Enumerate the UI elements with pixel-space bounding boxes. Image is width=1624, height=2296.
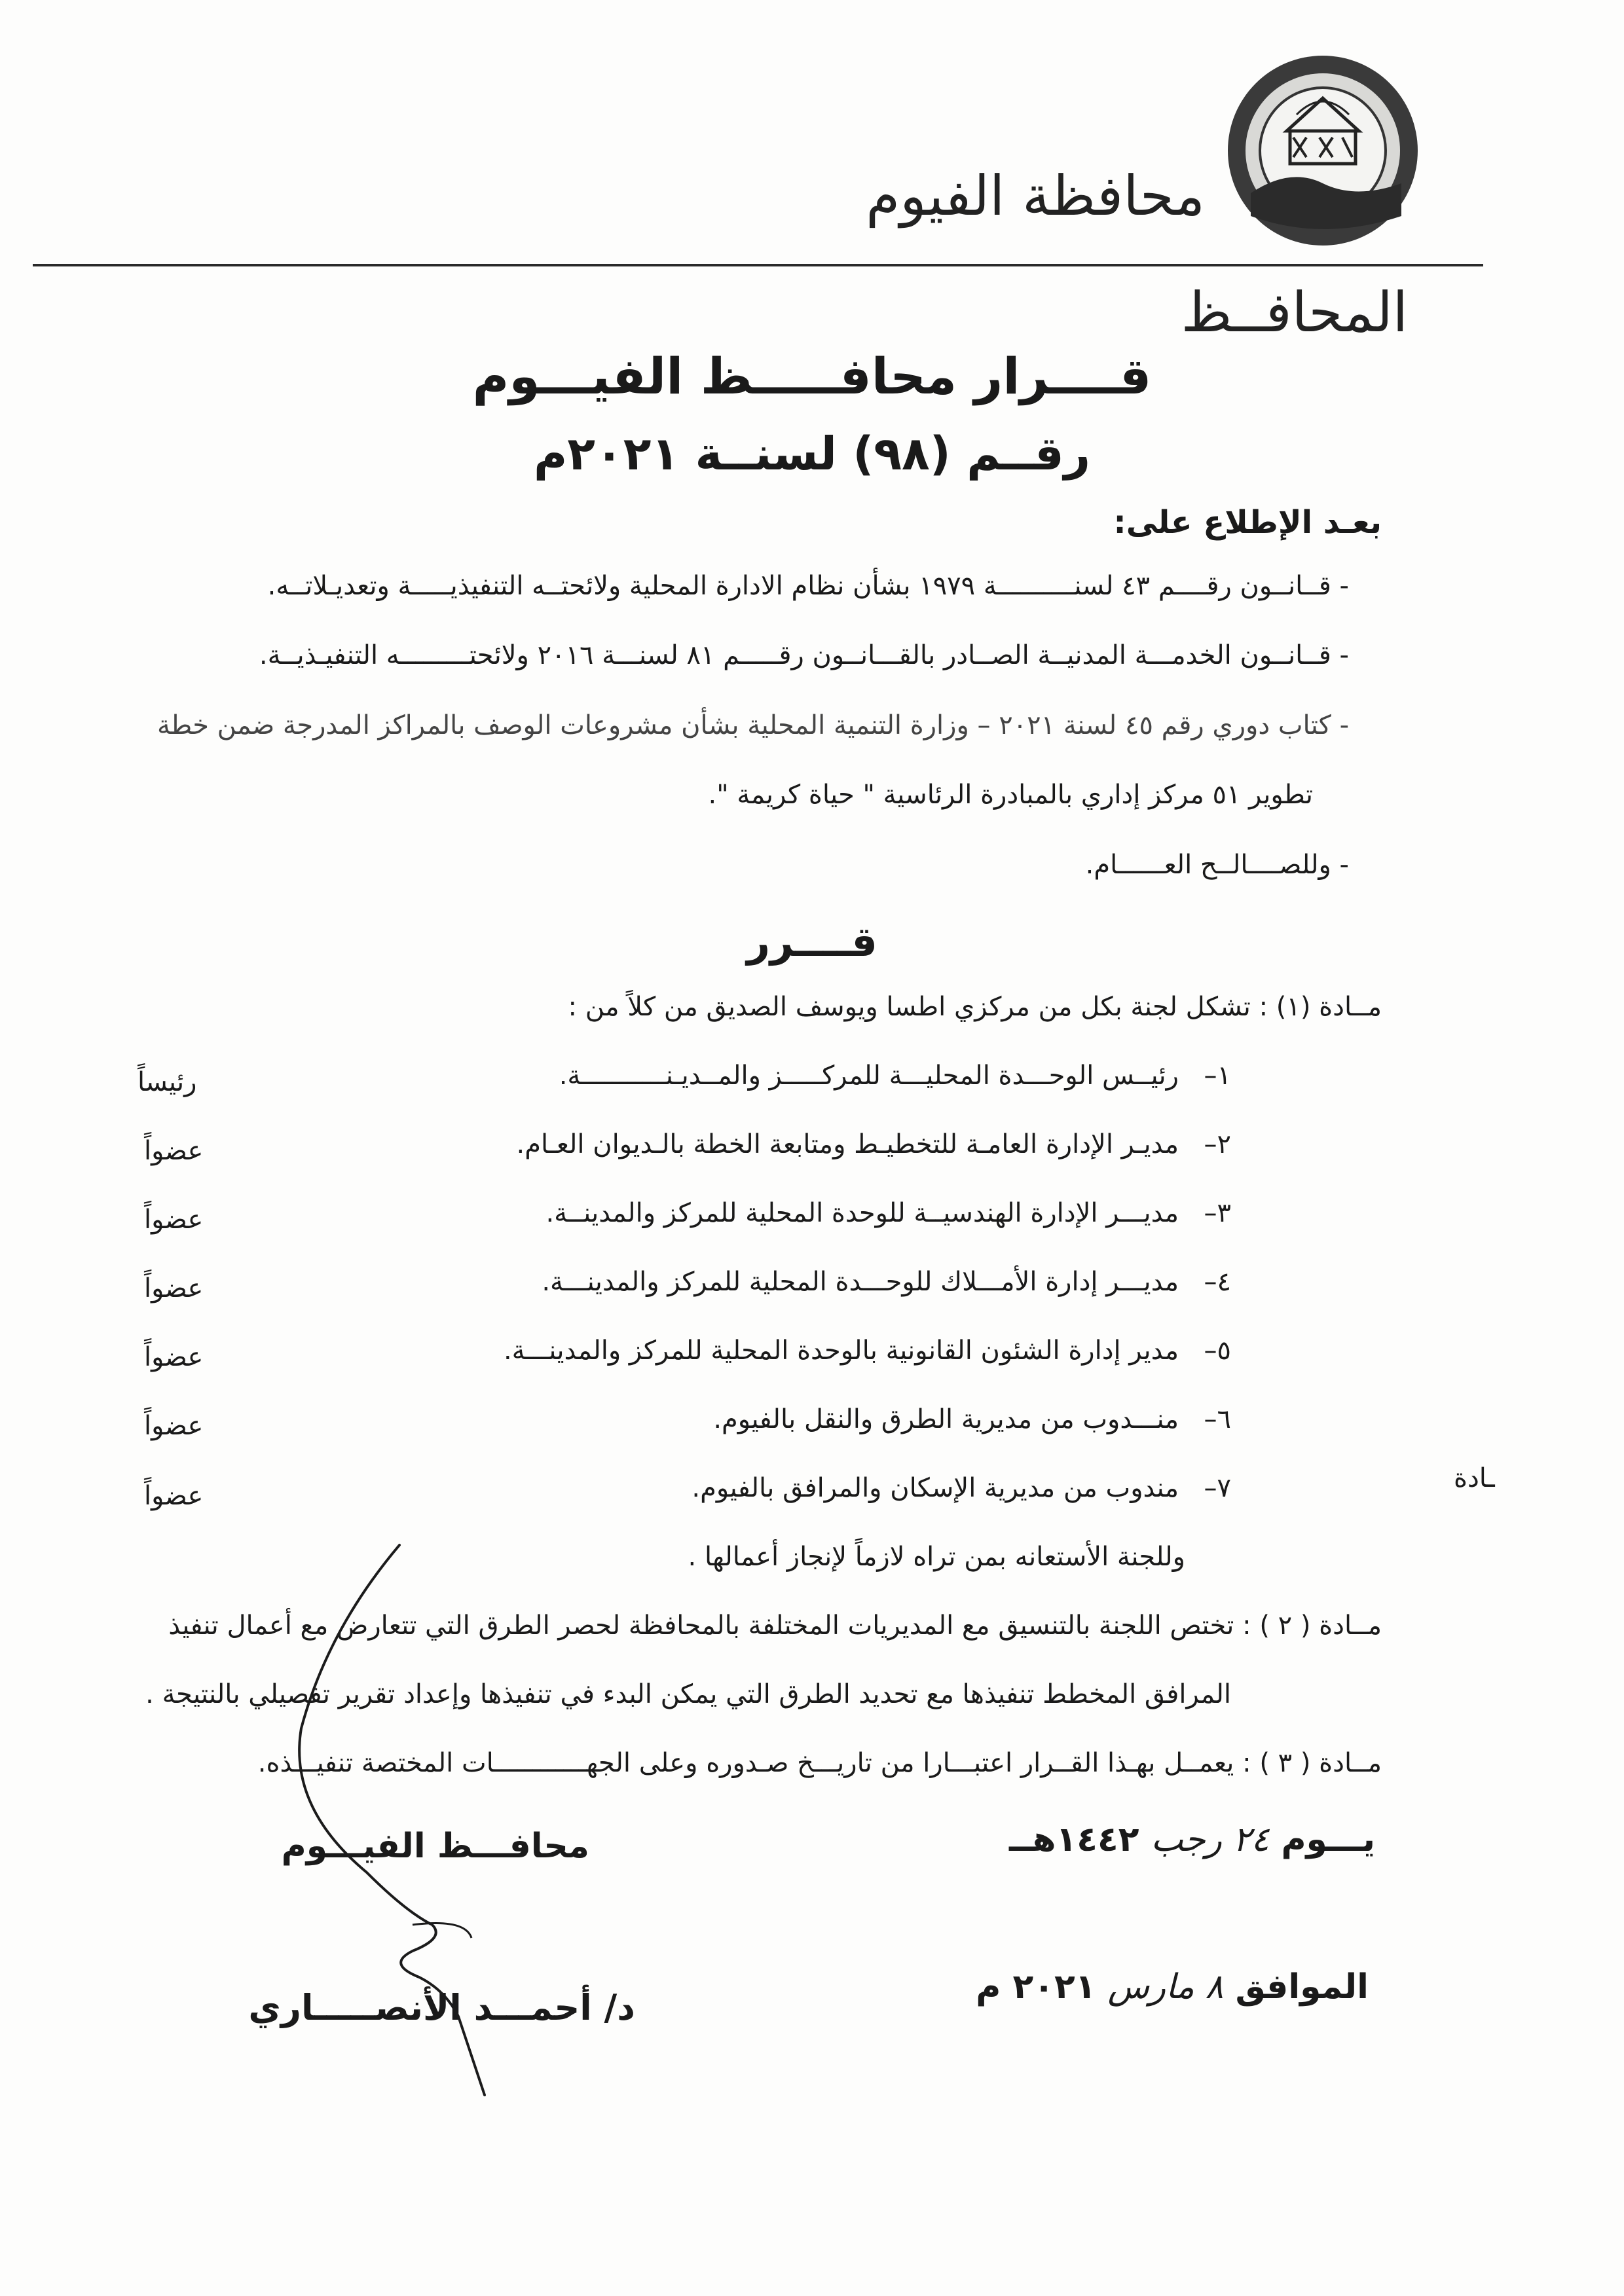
article-3-line: مــادة ( ٣ ) : يعمــل بهـذا القــرار اعتبـــارا من تاريـــخ صـدوره وعلى الجهــــــــــــات المختصة تنفيـــذه. — [257, 1748, 1382, 1778]
member-title: مندوب من مديرية الإسكان والمرافق بالفيوم. — [692, 1473, 1179, 1503]
office-title: المحافــظ — [1181, 280, 1408, 344]
decree-title-text: قــــرار محافـــــظ الفيـــوم — [472, 347, 1152, 405]
governorate-seal — [1225, 52, 1421, 249]
handwritten-signature — [249, 1532, 524, 2121]
member-num: ٦– — [1204, 1404, 1231, 1434]
decree-title — [0, 347, 1624, 405]
decree-number — [0, 427, 1624, 481]
hijri-date — [1009, 1820, 1375, 1859]
gregorian-handwritten: ٨ مارس — [1107, 1967, 1224, 2007]
preamble-item: - كتاب دوري رقم ٤٥ لسنة ٢٠٢١ – وزارة التنمية المحلية بشأن مشروعات الوصف بالمراكز المدرجة ضمن خطة — [157, 710, 1349, 740]
preamble-item: - قــانــون رقــــم ٤٣ لسنــــــــــة ١٩٧٩ بشأن نظام الادارة المحلية ولائحتــه التنفيذيـــــة وتعديـلاتــه. — [267, 571, 1349, 601]
member-num: ٢– — [1204, 1129, 1231, 1159]
decree-number-text: رقــم (٩٨) لسنــة ٢٠٢١م — [533, 427, 1091, 481]
member-role: عضواً — [144, 1342, 204, 1372]
signatory-title: محافـــظ الفيـــوم — [281, 1827, 589, 1866]
member-role: رئيساً — [138, 1067, 197, 1097]
preamble-item: - قــانــون الخدمـــة المدنيــة الصــادر بالقـــانــون رقـــــم ٨١ لسنـــة ٢٠١٦ ولائحتـــــــــه التنفيـذيــة. — [259, 640, 1349, 670]
member-role: عضواً — [144, 1481, 204, 1511]
header-rule — [33, 264, 1483, 266]
member-num: ٣– — [1204, 1198, 1231, 1228]
member-num: ١– — [1204, 1061, 1231, 1091]
gregorian-prefix: الموافق — [1235, 1967, 1369, 2007]
preamble-intro: بعـد الإطلاع على: — [1113, 504, 1382, 541]
member-title: مدير إدارة الشئون القانونية بالوحدة المحلية للمركز والمدينـــة. — [503, 1336, 1179, 1366]
member-title: رئيــس الوحـــدة المحليـــة للمركـــــز والمــديـنـــــــــــة. — [559, 1061, 1179, 1091]
member-num: ٤– — [1204, 1267, 1231, 1297]
hijri-handwritten: ٢٤ رجب — [1151, 1820, 1270, 1859]
signatory-name: د/ أحمـــد الأنصـــــاري — [248, 1987, 635, 2028]
member-num: ٧– — [1204, 1473, 1231, 1503]
gregorian-year: ٢٠٢١ م — [976, 1967, 1096, 2007]
member-title: مديـــر الإدارة الهندسيــة للوحدة المحلية للمركز والمدينــة. — [545, 1198, 1179, 1228]
article-1-closing: وللجنة الأستعانه بمن تراه لازماً لإنجاز أعمالها . — [688, 1542, 1185, 1572]
gregorian-date — [976, 1967, 1369, 2007]
article-2-line: المرافق المخطط تنفيذها مع تحديد الطرق التي يمكن البدء في تنفيذها وإعداد تقرير تفصيلي بالنتيجة . — [145, 1679, 1231, 1709]
member-role: عضواً — [144, 1411, 204, 1441]
article-1-text: مــادة (١) : تشكل لجنة بكل من مركزي اطسا ويوسف الصديق من كلاً من : — [568, 992, 1382, 1022]
decided-heading: قــــرر — [747, 918, 877, 966]
hijri-prefix: يـــوم — [1281, 1820, 1375, 1859]
governorate-name: محافظة الفيوم — [866, 164, 1205, 228]
preamble-item: تطوير ٥١ مركز إداري بالمبادرة الرئاسية " حياة كريمة ". — [708, 780, 1313, 810]
margin-fragment: ـادة — [1454, 1463, 1495, 1493]
hijri-year: ١٤٤٢هــ — [1008, 1820, 1139, 1859]
member-title: مديـر الإدارة العامـة للتخطيـط ومتابعة الخطة بالـديوان العـام. — [516, 1129, 1179, 1159]
member-num: ٥– — [1204, 1336, 1231, 1366]
member-title: مديـــر إدارة الأمـــلاك للوحـــدة المحلية للمركز والمدينـــة. — [542, 1267, 1179, 1297]
member-role: عضواً — [144, 1273, 204, 1303]
member-role: عضواً — [144, 1205, 204, 1235]
member-role: عضواً — [144, 1136, 204, 1166]
preamble-item: - وللصــــالــح العــــــام. — [1085, 850, 1349, 880]
article-2-line: مــادة ( ٢ ) : تختص اللجنة بالتنسيق مع المديريات المختلفة بالمحافظة لحصر الطرق التي تتعارض مع أعمال تنفيذ — [168, 1611, 1382, 1641]
member-title: منـــدوب من مديرية الطرق والنقل بالفيوم. — [713, 1404, 1179, 1434]
